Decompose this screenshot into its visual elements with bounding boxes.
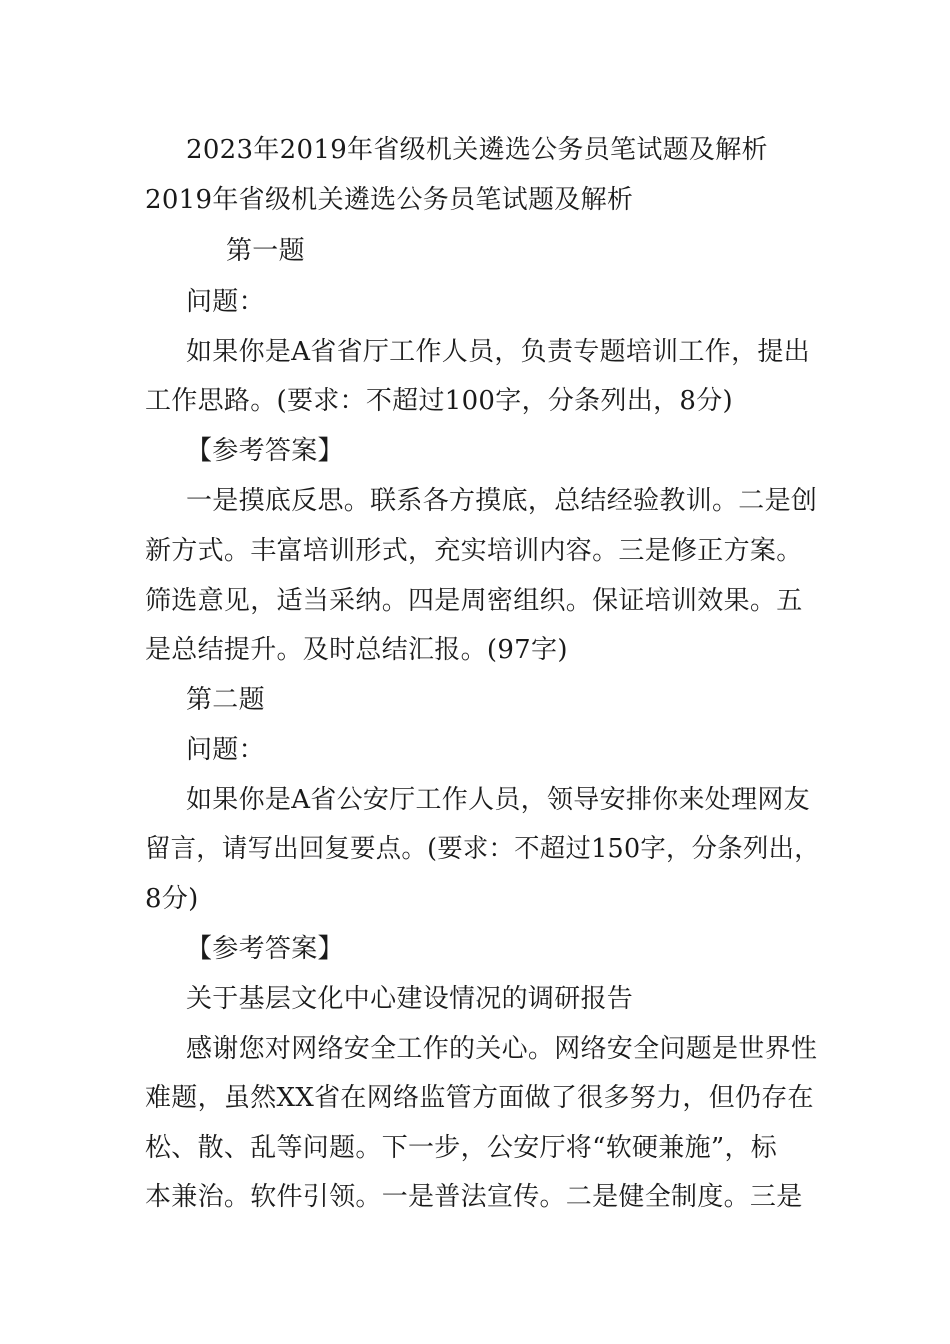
q2-heading: 第二题 xyxy=(186,685,265,715)
q2-question-line: 8分) xyxy=(145,884,199,914)
q1-question-label: 问题： xyxy=(186,287,265,317)
q2-answer-label: 【参考答案】 xyxy=(186,934,344,964)
q2-answer-line: 感谢您对网络安全工作的关心。网络安全问题是世界性 xyxy=(186,1034,818,1064)
q1-answer-line: 筛选意见，适当采纳。四是周密组织。保证培训效果。五 xyxy=(145,586,803,616)
q2-report-title: 关于基层文化中心建设情况的调研报告 xyxy=(186,984,634,1014)
q1-question-line: 工作思路。(要求：不超过100字，分条列出，8分) xyxy=(145,386,733,416)
q1-heading: 第一题 xyxy=(226,236,305,266)
q2-question-label: 问题： xyxy=(186,735,265,765)
q2-question-line: 留言，请写出回复要点。(要求：不超过150字，分条列出， xyxy=(145,834,820,864)
q1-answer-line: 一是摸底反思。联系各方摸底，总结经验教训。二是创 xyxy=(186,486,818,516)
doc-title-line-2: 2019年省级机关遴选公务员笔试题及解析 xyxy=(145,185,634,215)
q1-answer-label: 【参考答案】 xyxy=(186,436,344,466)
q2-answer-line: 松、散、乱等问题。下一步，公安厅将“软硬兼施”，标 xyxy=(145,1133,778,1163)
doc-title-line-1: 2023年2019年省级机关遴选公务员笔试题及解析 xyxy=(186,135,768,165)
q1-answer-line: 新方式。丰富培训形式，充实培训内容。三是修正方案。 xyxy=(145,536,803,566)
q1-question-line: 如果你是A省省厅工作人员，负责专题培训工作，提出 xyxy=(186,337,810,367)
q2-question-line: 如果你是A省公安厅工作人员，领导安排你来处理网友 xyxy=(186,785,810,815)
q2-answer-line: 本兼治。软件引领。一是普法宣传。二是健全制度。三是 xyxy=(145,1182,803,1212)
q1-answer-line: 是总结提升。及时总结汇报。(97字) xyxy=(145,635,568,665)
q2-answer-line: 难题，虽然XX省在网络监管方面做了很多努力，但仍存在 xyxy=(145,1083,814,1113)
